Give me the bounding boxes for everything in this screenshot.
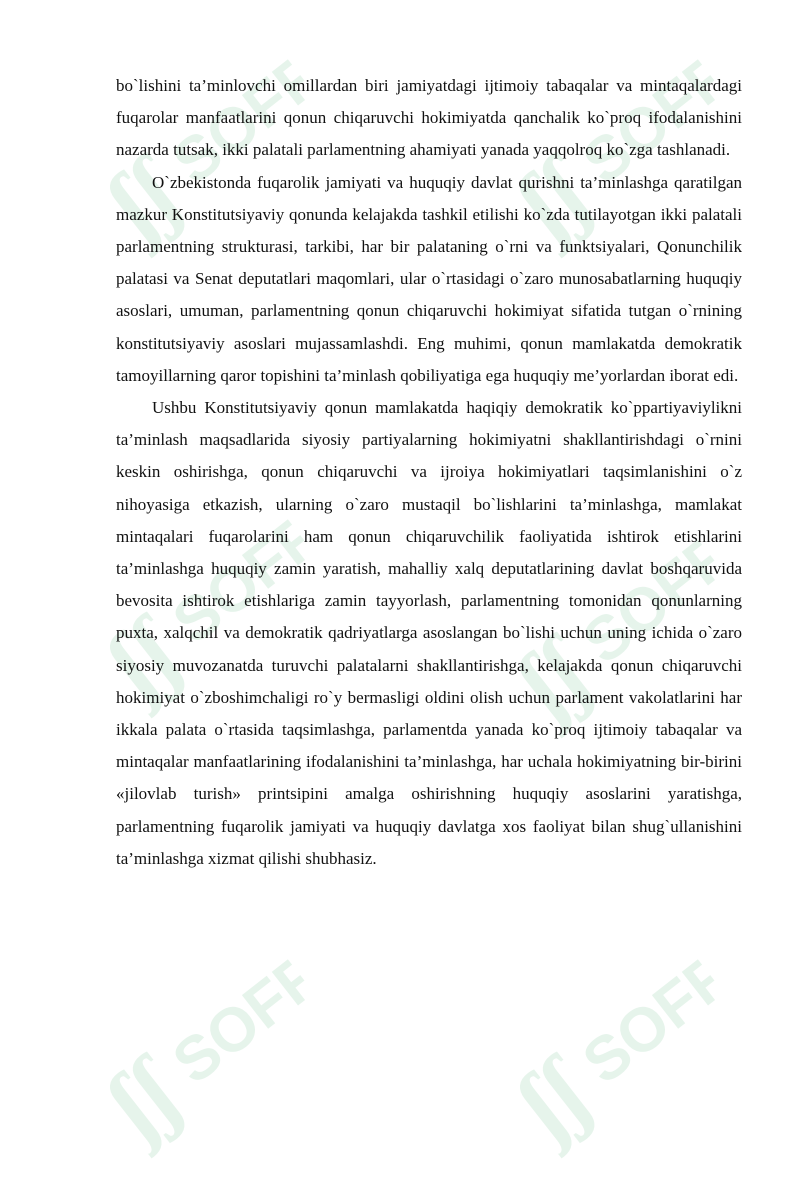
svg-text:SOFF: SOFF: [160, 501, 334, 658]
svg-text:ʃʃ: ʃʃ: [86, 1038, 198, 1159]
svg-text:SOFF: SOFF: [570, 521, 744, 678]
document-body: [116, 70, 742, 875]
svg-text:SOFF: SOFF: [160, 941, 334, 1098]
paragraph-2: O`zbekistonda fuqarolik jamiyati va huquqiy davlat qurishni ta’minlashga qaratilgan mazkur Konstitutsiyaviy qonunda kelajakda tashkil etilishi ko`zda tutilayotgan ikki palatali parlamentning strukturasi, tarkibi, har bir palataning o`rni va funktsiyalari, Qonunchilik palatasi va Senat deputatlari maqomlari, ular o`rtasidagi o`zaro munosabatlarning huquqiy asoslari, umuman, parlamentning qonun chiqaruvchi hokimiyat sifatida tutgan o`rnining konstitutsiyaviy asoslari mujassamlashdi. Eng muhimi, qonun mamlakatda demokratik tamoyillarning qaror topishini ta’minlash qobiliyatiga ega huquqiy me’yorlardan iborat edi.: [116, 172, 742, 385]
watermark-logo: [65, 906, 345, 1174]
svg-text:SOFF: SOFF: [160, 41, 334, 198]
soff-logo-icon: [65, 906, 345, 1174]
svg-text:ʃʃ: ʃʃ: [496, 138, 608, 259]
soff-logo-icon: [475, 906, 755, 1174]
watermark-logo: [475, 906, 755, 1174]
svg-text:ʃʃ: ʃʃ: [496, 618, 608, 739]
svg-text:SOFF: SOFF: [570, 41, 744, 198]
svg-text:SOFF: SOFF: [570, 941, 744, 1098]
paragraph-1: bo`lishini ta’minlovchi omillardan biri jamiyatdagi ijtimoiy tabaqalar va mintaqalardagi fuqarolar manfaatlarini qonun chiqaruvchi hokimiyatda qanchalik ko`proq ifodalanishini nazarda tutsak, ikki palatali parlamentning ahamiyati yanada yaqqolroq ko`zga tashlanadi.: [116, 76, 742, 160]
svg-text:ʃʃ: ʃʃ: [86, 598, 198, 719]
svg-text:ʃʃ: ʃʃ: [496, 1038, 608, 1159]
paragraph-3: Ushbu Konstitutsiyaviy qonun mamlakatda haqiqiy demokratik ko`ppartiyaviylikni ta’minlash maqsadlarida siyosiy partiyalarning hokimiyatni shakllantirishdagi o`rnini keskin oshirishga, qonun chiqaruvchi va ijroiya hokimiyatlari taqsimlanishini o`z nihoyasiga etkazish, ularning o`zaro mustaqil bo`lishlarini ta’minlashga, mamlakat mintaqalari fuqarolarini ham qonun chiqaruvchilik faoliyatida ishtirok etishlarini ta’minlashga huquqiy zamin yaratish, mahalliy xalq deputatlarining davlat boshqaruvida bevosita ishtirok etishlariga zamin tayyorlash, parlamentning tomonidan qonunlarning puxta, xalqchil va demokratik qadriyatlarga asoslangan bo`lishi uchun uning ichida o`zaro siyosiy muvozanatda turuvchi palatalarni shakllantirishga, kelajakda qonun chiqaruvchi hokimiyat o`zboshimchaligi ro`y bermasligi oldini olish uchun parlament vakolatlarini har ikkala palata o`rtasida taqsimlashga, parlamentda yanada ko`proq ijtimoiy tabaqalar va mintaqalar manfaatlarining ifodalanishini ta’minlashga, har uchala hokimiyatning bir-birini «jilovlab turish» printsipini amalga oshirishning huquqiy asoslarini yaratishga, parlamentning fuqarolik jamiyati va huquqiy davlatga xos faoliyat bilan shug`ullanishini ta’minlashga xizmat qilishi shubhasiz.: [116, 398, 742, 868]
svg-text:ʃʃ: ʃʃ: [86, 138, 198, 259]
